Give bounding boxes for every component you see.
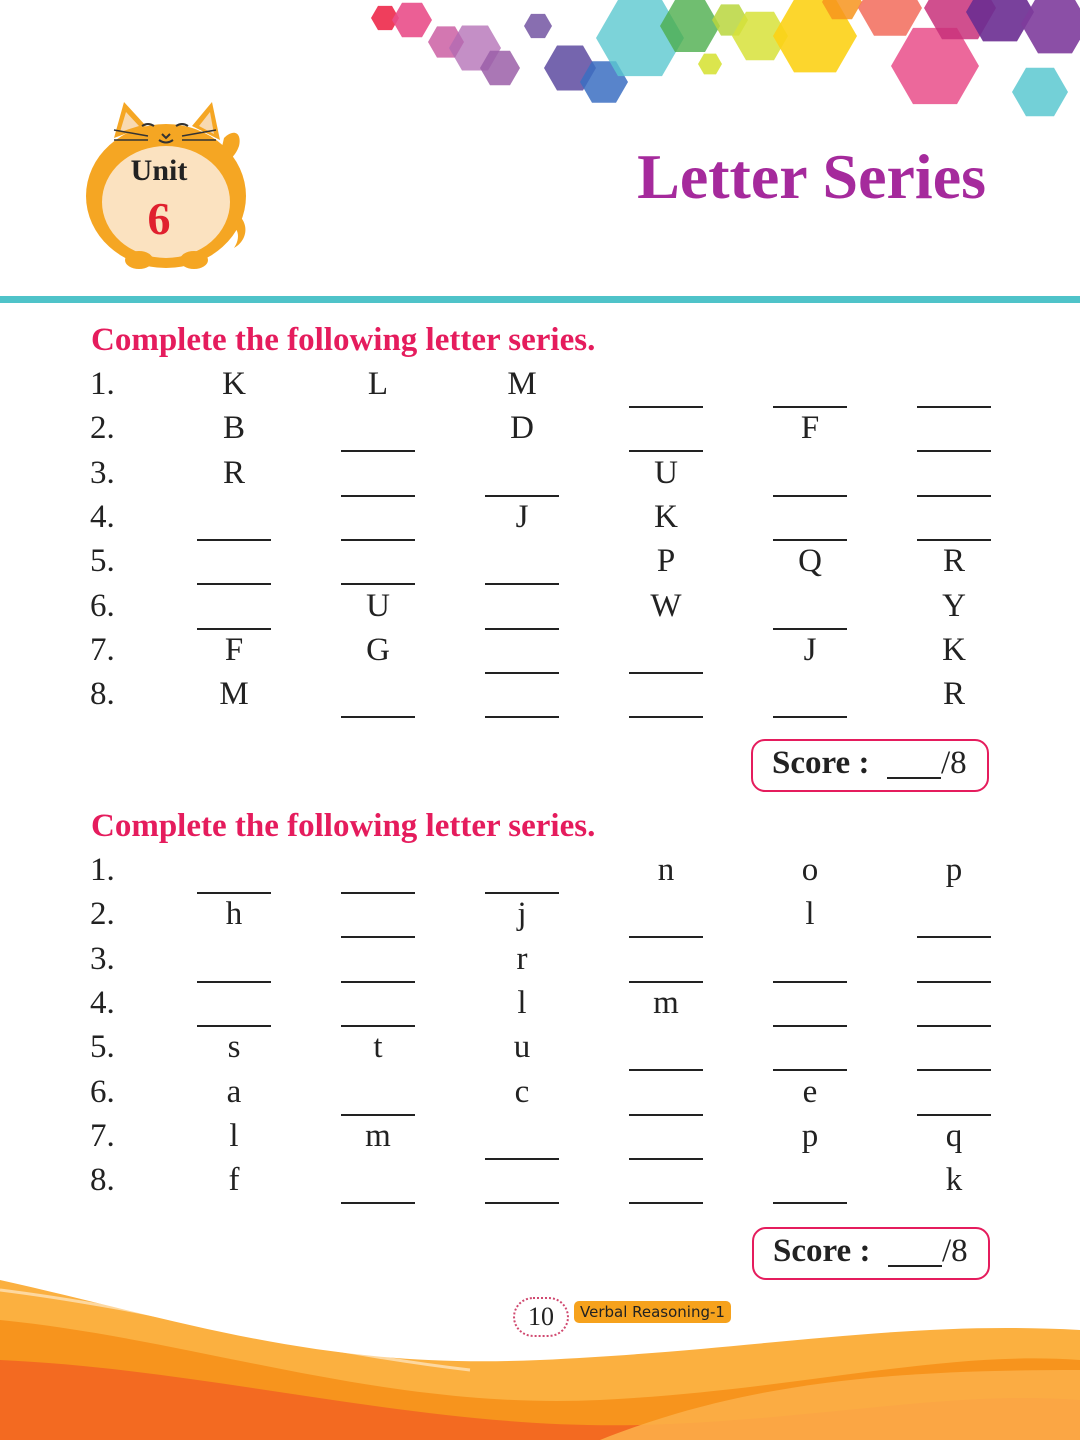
answer-blank[interactable] xyxy=(629,896,703,938)
series-row xyxy=(0,632,1080,676)
unit-label: Unit xyxy=(130,154,188,187)
answer-blank[interactable] xyxy=(341,941,415,983)
answer-blank[interactable] xyxy=(485,588,559,630)
answer-blank[interactable] xyxy=(485,676,559,718)
series-letter: o xyxy=(801,852,819,888)
series-letter: W xyxy=(650,587,682,624)
row-number: 1. xyxy=(90,366,115,402)
series-letter: m xyxy=(365,1117,391,1154)
series-row xyxy=(0,1029,1080,1073)
series-row xyxy=(0,896,1080,940)
row-number: 2. xyxy=(90,896,115,933)
answer-blank[interactable] xyxy=(773,676,847,718)
answer-blank[interactable] xyxy=(341,1074,415,1116)
answer-blank[interactable] xyxy=(197,499,271,541)
answer-blank[interactable] xyxy=(773,499,847,541)
hexagon-shape xyxy=(698,54,722,75)
series-letter: a xyxy=(226,1073,242,1110)
answer-blank[interactable] xyxy=(917,985,991,1027)
series-row xyxy=(0,985,1080,1029)
series-letter: k xyxy=(945,1162,963,1199)
answer-blank[interactable] xyxy=(773,941,847,983)
series-letter: L xyxy=(367,366,389,402)
answer-blank[interactable] xyxy=(197,941,271,983)
series-letter: K xyxy=(222,366,246,402)
series-letter: l xyxy=(805,896,815,933)
row-number: 8. xyxy=(90,1162,115,1199)
series-letter: R xyxy=(222,454,245,491)
series-letter: F xyxy=(800,410,820,447)
series-row xyxy=(0,1118,1080,1162)
series-row xyxy=(0,1162,1080,1206)
answer-blank[interactable] xyxy=(773,366,847,408)
answer-blank[interactable] xyxy=(629,1162,703,1204)
answer-blank[interactable] xyxy=(917,941,991,983)
answer-blank[interactable] xyxy=(341,455,415,497)
answer-blank[interactable] xyxy=(629,410,703,452)
answer-blank[interactable] xyxy=(485,543,559,585)
series-letter: Q xyxy=(798,543,822,580)
page-title: Letter Series xyxy=(637,141,986,212)
series-row xyxy=(0,543,1080,587)
answer-blank[interactable] xyxy=(917,1029,991,1071)
answer-blank[interactable] xyxy=(773,985,847,1027)
answer-blank[interactable] xyxy=(629,632,703,674)
answer-blank[interactable] xyxy=(629,1029,703,1071)
hexagon-shape xyxy=(1012,68,1068,116)
orange-wave-decoration xyxy=(0,1260,1080,1440)
row-number: 4. xyxy=(90,498,115,535)
series-letter: r xyxy=(516,940,528,977)
series-letter: Y xyxy=(942,587,966,624)
row-number: 6. xyxy=(90,587,115,624)
series-row xyxy=(0,455,1080,499)
answer-blank[interactable] xyxy=(197,852,271,894)
answer-blank[interactable] xyxy=(917,366,991,408)
answer-blank[interactable] xyxy=(341,543,415,585)
series-row xyxy=(0,410,1080,454)
row-number: 3. xyxy=(90,454,115,491)
answer-blank[interactable] xyxy=(341,499,415,541)
score-blank[interactable] xyxy=(887,745,941,779)
series-letter: B xyxy=(222,410,245,447)
series-row xyxy=(0,1074,1080,1118)
series-letter: F xyxy=(224,631,244,668)
series-letter: l xyxy=(229,1117,239,1154)
answer-blank[interactable] xyxy=(485,632,559,674)
series-letter: u xyxy=(513,1029,531,1066)
series-letter: e xyxy=(802,1073,818,1110)
series-letter: P xyxy=(656,543,676,580)
series-row xyxy=(0,676,1080,720)
series-letter: K xyxy=(654,498,678,535)
answer-blank[interactable] xyxy=(629,1118,703,1160)
row-number: 6. xyxy=(90,1073,115,1110)
series-letter: D xyxy=(510,410,534,447)
answer-blank[interactable] xyxy=(341,896,415,938)
series-letter: J xyxy=(515,498,529,535)
series-letter: R xyxy=(942,676,965,713)
series-letter: U xyxy=(654,454,678,491)
answer-blank[interactable] xyxy=(917,499,991,541)
header-divider xyxy=(0,296,1080,303)
answer-blank[interactable] xyxy=(341,985,415,1027)
answer-blank[interactable] xyxy=(629,941,703,983)
hexagon-shape xyxy=(891,28,979,104)
answer-blank[interactable] xyxy=(197,543,271,585)
score-label: Score : xyxy=(773,1233,871,1269)
series-letter: l xyxy=(517,984,527,1021)
series-letter: h xyxy=(225,896,243,933)
hexagon-shape xyxy=(392,3,432,38)
series-letter: G xyxy=(366,631,390,668)
score-box xyxy=(751,739,989,792)
series-row xyxy=(0,588,1080,632)
answer-blank[interactable] xyxy=(485,1118,559,1160)
score-total: /8 xyxy=(942,1233,968,1269)
answer-blank[interactable] xyxy=(917,455,991,497)
answer-blank[interactable] xyxy=(341,852,415,894)
answer-blank[interactable] xyxy=(341,1162,415,1204)
answer-blank[interactable] xyxy=(629,1074,703,1116)
page-number: 10 xyxy=(513,1297,569,1337)
score-label: Score : xyxy=(772,745,870,781)
answer-blank[interactable] xyxy=(341,676,415,718)
series-letter: p xyxy=(801,1117,819,1154)
row-number: 3. xyxy=(90,940,115,977)
series-letter: m xyxy=(653,984,679,1021)
series-letter: M xyxy=(219,676,249,713)
answer-blank[interactable] xyxy=(629,366,703,408)
answer-blank[interactable] xyxy=(197,588,271,630)
series-letter: f xyxy=(228,1162,240,1199)
series-letter: q xyxy=(945,1117,963,1154)
score-total: /8 xyxy=(941,745,967,781)
series-letter: K xyxy=(942,631,966,668)
series-row xyxy=(0,499,1080,543)
row-number: 1. xyxy=(90,852,115,888)
answer-blank[interactable] xyxy=(917,896,991,938)
series-letter: t xyxy=(373,1029,383,1066)
answer-blank[interactable] xyxy=(917,1074,991,1116)
answer-blank[interactable] xyxy=(485,852,559,894)
series-row xyxy=(0,941,1080,985)
section-heading: Complete the following letter series. xyxy=(91,322,596,358)
hexagon-shape xyxy=(524,14,552,38)
row-number: 8. xyxy=(90,676,115,713)
series-letter: p xyxy=(945,852,963,888)
answer-blank[interactable] xyxy=(917,410,991,452)
series-row xyxy=(0,852,1080,896)
series-letter: s xyxy=(227,1029,241,1066)
unit-number: 6 xyxy=(147,193,171,244)
answer-blank[interactable] xyxy=(773,588,847,630)
row-number: 5. xyxy=(90,543,115,580)
row-number: 7. xyxy=(90,631,115,668)
row-number: 2. xyxy=(90,410,115,447)
series-letter: M xyxy=(507,366,537,402)
series-letter: n xyxy=(657,852,675,888)
answer-blank[interactable] xyxy=(773,1162,847,1204)
answer-blank[interactable] xyxy=(485,455,559,497)
section-heading: Complete the following letter series. xyxy=(91,808,596,844)
series-letter: J xyxy=(803,631,817,668)
row-number: 4. xyxy=(90,984,115,1021)
answer-blank[interactable] xyxy=(341,410,415,452)
answer-blank[interactable] xyxy=(197,985,271,1027)
answer-blank[interactable] xyxy=(485,1162,559,1204)
series-row xyxy=(0,366,1080,410)
series-letter: c xyxy=(514,1073,530,1110)
answer-blank[interactable] xyxy=(629,676,703,718)
series-letter: j xyxy=(517,896,527,933)
book-title: Verbal Reasoning-1 xyxy=(574,1301,731,1323)
row-number: 7. xyxy=(90,1117,115,1154)
answer-blank[interactable] xyxy=(773,455,847,497)
series-letter: U xyxy=(366,587,390,624)
answer-blank[interactable] xyxy=(773,1029,847,1071)
series-letter: R xyxy=(942,543,965,580)
row-number: 5. xyxy=(90,1029,115,1066)
